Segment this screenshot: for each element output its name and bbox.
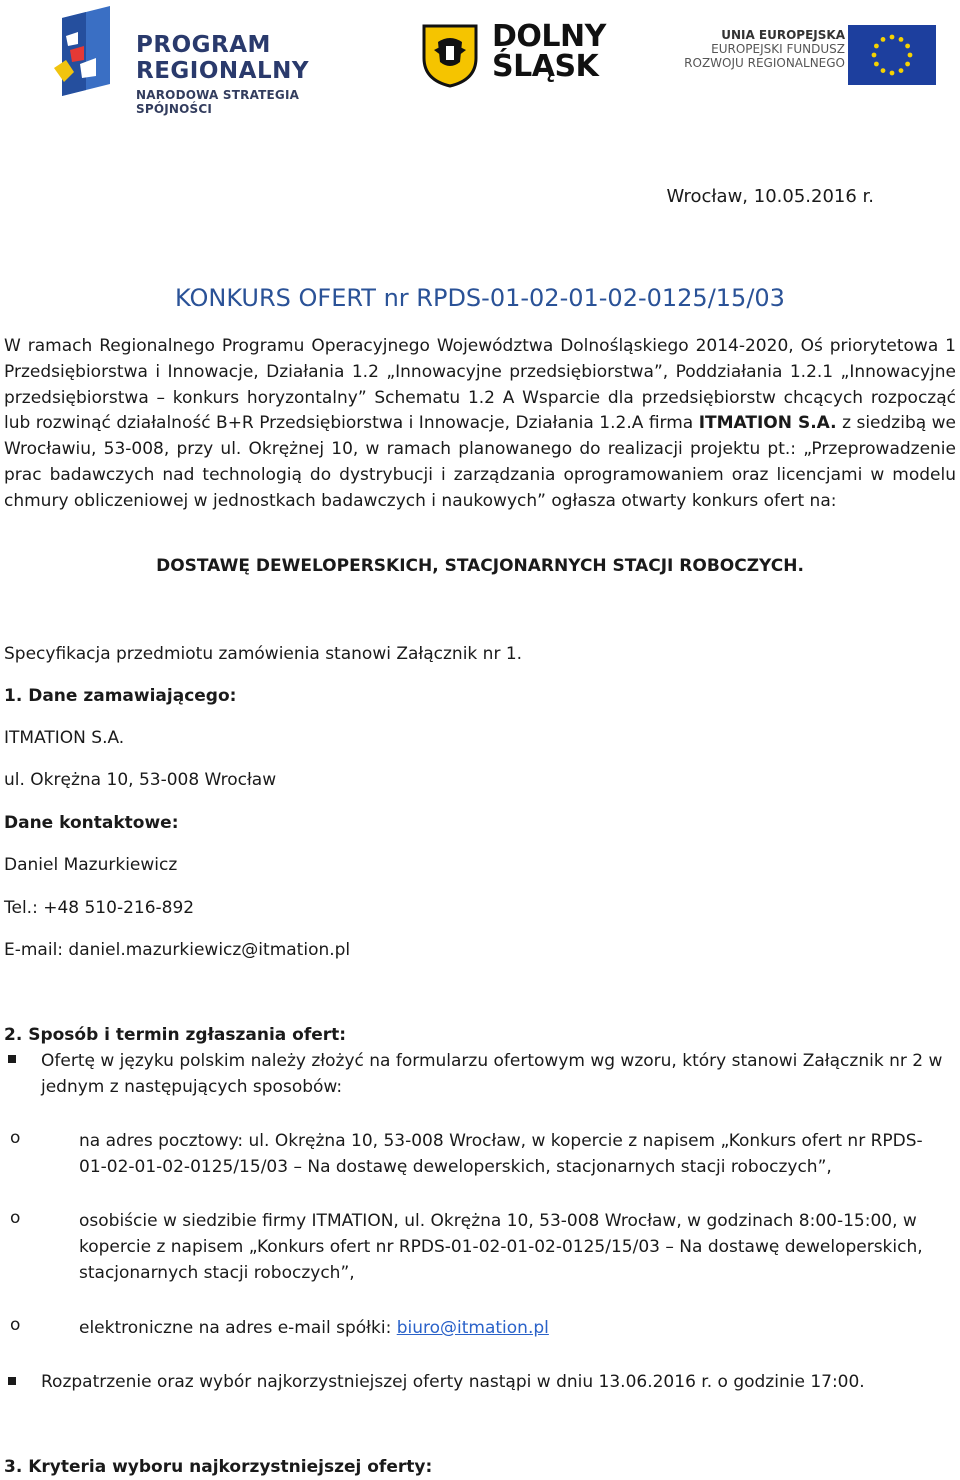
- eu-flag-icon: [848, 25, 936, 85]
- document-title: KONKURS OFERT nr RPDS-01-02-01-02-0125/15/03: [175, 284, 785, 312]
- logo-line-2: REGIONALNY: [136, 58, 310, 84]
- eu-logo: [680, 22, 940, 92]
- sub-item-3: [79, 1315, 939, 1341]
- section-1-heading: 1. Dane zamawiającego:: [4, 686, 237, 706]
- buyer-company: ITMATION S.A.: [4, 728, 125, 748]
- intro-text-1: W ramach Regionalnego Programu Operacyjnego Województwa Dolnośląskiego 2014-2020, Oś priorytetowa 1 Przedsiębiorstwa i Innowacje, Działania 1.2 „Innowacyjne przedsiębiorstwa”, Poddziałania 1.2.1 „Innowacyjne przedsiębiorstwa – konkurs horyzontalny” Schematu 1.2 A Wsparcie dla przedsiębiorstw chcących rozpocząć lub rozwinąć działalność B+R Przedsiębiorstwa i Innowacje, Działania 1.2.A firma: [4, 336, 956, 434]
- square-bullet-icon: [8, 1377, 16, 1385]
- logo-line-2: EUROPEJSKI FUNDUSZ: [711, 42, 845, 56]
- logo-line-2: ŚLĄSK: [492, 49, 599, 84]
- contact-heading: Dane kontaktowe:: [4, 813, 179, 833]
- logo-line-1: DOLNY: [492, 19, 606, 54]
- contact-name: Daniel Mazurkiewicz: [4, 855, 178, 875]
- logo-line-3: ROZWOJU REGIONALNEGO: [684, 56, 845, 70]
- dolny-slask-logo: [420, 18, 620, 93]
- specification-note: Specyfikacja przedmiotu zamówienia stanowi Załącznik nr 1.: [4, 644, 523, 664]
- program-regionalny-logo: [50, 6, 360, 116]
- intro-paragraph: [4, 334, 956, 515]
- intro-company: ITMATION S.A.: [698, 413, 837, 434]
- sub-item-1: na adres pocztowy: ul. Okrężna 10, 53-008 Wrocław, w kopercie z napisem „Konkurs ofert nr RPDS-01-02-01-02-0125/15/03 – Na dostawę deweloperskich, stacjonarnych stacji roboczych”,: [79, 1131, 923, 1177]
- contact-email: E-mail: daniel.mazurkiewicz@itmation.pl: [4, 940, 351, 960]
- program-regionalny-emblem: [50, 6, 130, 106]
- logo-line-3: NARODOWA STRATEGIA SPÓJNOŚCI: [136, 88, 300, 116]
- circle-bullet-icon: o: [10, 1208, 21, 1228]
- logo-line-1: PROGRAM: [136, 32, 271, 58]
- square-bullet-icon: [8, 1055, 16, 1063]
- sub-item-2: osobiście w siedzibie firmy ITMATION, ul. Okrężna 10, 53-008 Wrocław, w godzinach 8:00-15:00, w kopercie z napisem „Konkurs ofert nr RPDS-01-02-01-02-0125/15/03 – Na dostawę deweloperskich, stacjonarnych stacji roboczych”,: [79, 1211, 923, 1283]
- circle-bullet-icon: o: [10, 1128, 21, 1148]
- document-date: Wrocław, 10.05.2016 r.: [666, 186, 874, 207]
- email-link[interactable]: biuro@itmation.pl: [396, 1318, 549, 1338]
- logo-line-1: UNIA EUROPEJSKA: [721, 28, 845, 42]
- bullet-item-1: Ofertę w języku polskim należy złożyć na formularzu ofertowym wg wzoru, który stanowi Załącznik nr 2 w jednym z następujących sposobów:: [41, 1051, 943, 1097]
- contact-phone: Tel.: +48 510-216-892: [4, 898, 195, 918]
- buyer-address: ul. Okrężna 10, 53-008 Wrocław: [4, 770, 277, 790]
- coat-of-arms-icon: [420, 22, 480, 88]
- intro-text-2: z siedzibą we Wrocławiu, 53-008, przy ul. Okrężnej 10, w ramach planowanego do realizacji projektu pt.: „Przeprowadzenie prac badawczych nad technologią do dystrybucji i zarządzania oprogramowaniem oraz licencjami w modelu chmury obliczeniowej w jednostkach badawczych i naukowych” ogłasza otwarty konkurs ofert na:: [4, 413, 956, 511]
- circle-bullet-icon: o: [10, 1315, 21, 1335]
- section-3-heading: 3. Kryteria wyboru najkorzystniejszej oferty:: [4, 1457, 433, 1477]
- section-2-heading: 2. Sposób i termin zgłaszania ofert:: [4, 1025, 347, 1045]
- bullet-item-2: Rozpatrzenie oraz wybór najkorzystniejszej oferty nastąpi w dniu 13.06.2016 r. o godzinie 17:00.: [41, 1372, 865, 1392]
- tender-subject: DOSTAWĘ DEWELOPERSKICH, STACJONARNYCH STACJI ROBOCZYCH.: [156, 556, 804, 576]
- header-logos: [0, 0, 960, 115]
- sub-item-3-text: elektroniczne na adres e-mail spółki:: [79, 1318, 397, 1338]
